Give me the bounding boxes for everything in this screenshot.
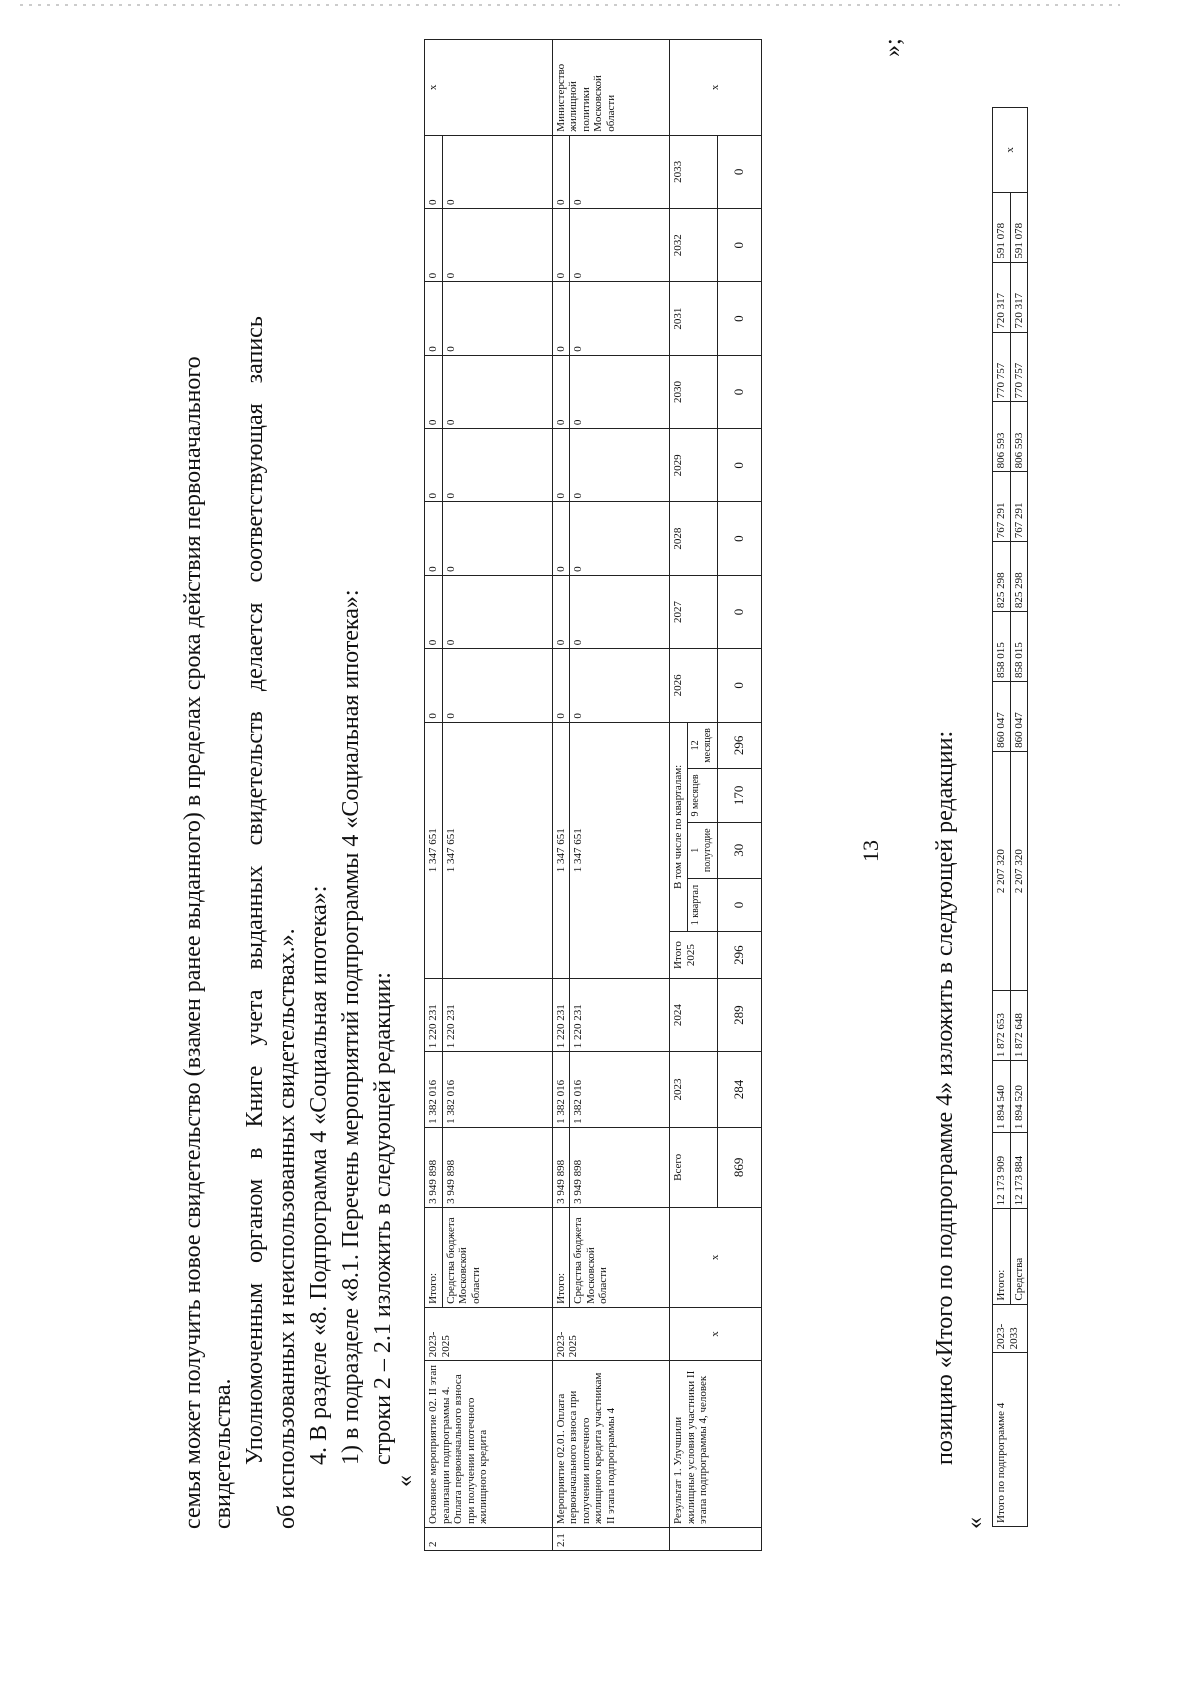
cell-value: 0	[552, 355, 570, 428]
cell-value: 0	[552, 282, 570, 355]
cell-value: 12 173 909	[993, 1133, 1011, 1209]
cell-value: 0	[425, 135, 443, 208]
cell-value: 0	[570, 355, 670, 428]
measure-name: Основное мероприятие 02. II этап реализации подпрограммы 4. Оплата первоначального взноса при получении ипотечного жилищного кредита	[425, 1361, 553, 1528]
subprogram-total-table	[992, 107, 1028, 1527]
cell-value: 0	[442, 575, 552, 648]
measure-period: 2023-2025	[552, 1307, 670, 1360]
source-label: Средства	[1010, 1209, 1028, 1304]
col-header: 2028	[670, 502, 718, 575]
cell-value: 1 220 231	[442, 978, 552, 1051]
cell-value: 767 291	[1010, 472, 1028, 542]
result-value: 0	[717, 878, 761, 931]
table-row	[425, 40, 443, 1551]
result-value: 30	[717, 822, 761, 878]
cell-value: 1 872 653	[993, 991, 1011, 1061]
paragraph-line: позицию «Итого по подпрограмме 4» изложить в следующей редакции:	[932, 730, 958, 1465]
cell-value: 591 078	[993, 192, 1011, 262]
result-value: 284	[717, 1052, 761, 1128]
cell-value: 3 949 898	[442, 1127, 552, 1207]
row-number: 2	[425, 1527, 553, 1550]
cell-value: 767 291	[993, 472, 1011, 542]
source-label: Средства бюджета Московской области	[442, 1207, 552, 1307]
cell-value: 0	[425, 282, 443, 355]
cell-value: 1 872 648	[1010, 991, 1028, 1061]
source-label: Итого:	[552, 1207, 570, 1307]
col-header: 2026	[670, 649, 718, 722]
col-header: В том числе по кварталам:	[670, 722, 688, 932]
cell-value: 591 078	[1010, 192, 1028, 262]
cell-value: 860 047	[993, 682, 1011, 752]
responsible: Министерство жилищной политики Московской области	[552, 40, 670, 136]
quote-open: «	[962, 1517, 988, 1529]
cell-value: 0	[552, 209, 570, 282]
col-header: 1 полугодие	[687, 822, 717, 878]
cell-value: 860 047	[1010, 682, 1028, 752]
cell-value: 0	[552, 429, 570, 502]
col-header: 9 месяцев	[687, 769, 717, 822]
result-value: 170	[717, 769, 761, 822]
col-header: 1 квартал	[687, 878, 717, 931]
cell-value: 0	[552, 649, 570, 722]
result-value: 296	[717, 722, 761, 769]
cell-value: 1 220 231	[570, 978, 670, 1051]
result-value: 0	[717, 209, 761, 282]
col-header: 2030	[670, 355, 718, 428]
col-header: 2033	[670, 135, 718, 208]
cell-value: 0	[570, 575, 670, 648]
section-heading: 4. В разделе «8. Подпрограмма 4 «Социальная ипотека»:	[306, 885, 332, 1465]
cell-value: 3 949 898	[570, 1127, 670, 1207]
col-header: 2023	[670, 1052, 718, 1128]
empty-cell	[670, 1527, 762, 1550]
cell-value: 1 347 651	[442, 722, 552, 978]
cell-value: 1 382 016	[442, 1052, 552, 1128]
result-value: 0	[717, 429, 761, 502]
col-header: Всего	[670, 1127, 718, 1207]
result-cross: х	[670, 1307, 762, 1360]
cell-value: 0	[442, 355, 552, 428]
result-cross: х	[670, 1207, 762, 1307]
row-number: 2.1	[552, 1527, 670, 1550]
cell-value: 0	[570, 649, 670, 722]
source-label: Итого:	[425, 1207, 443, 1307]
total-name: Итого по подпрограмме 4	[993, 1353, 1028, 1527]
cell-value: 1 382 016	[425, 1052, 443, 1128]
cell-value: 12 173 884	[1010, 1133, 1028, 1209]
cell-value: 1 347 651	[552, 722, 570, 978]
cell-value: 0	[442, 135, 552, 208]
responsible: х	[993, 108, 1028, 193]
cell-value: 806 593	[993, 402, 1011, 472]
cell-value: 1 220 231	[425, 978, 443, 1051]
result-value: 0	[717, 135, 761, 208]
col-header: 2032	[670, 209, 718, 282]
result-value: 0	[717, 575, 761, 648]
source-label: Средства бюджета Московской области	[570, 1207, 670, 1307]
result-name: Результат 1. Улучшили жилищные условия участники II этапа подпрограммы 4, человек	[670, 1361, 762, 1528]
cell-value: 0	[425, 649, 443, 722]
cell-value: 0	[552, 135, 570, 208]
cell-value: 0	[425, 502, 443, 575]
cell-value: 0	[442, 209, 552, 282]
cell-value: 1 347 651	[425, 722, 443, 978]
cell-value: 0	[442, 502, 552, 575]
quote-open: «	[392, 1475, 418, 1487]
cell-value: 0	[570, 282, 670, 355]
col-header: Итого 2025	[670, 932, 718, 979]
responsible: х	[425, 40, 553, 136]
result-value: 0	[717, 502, 761, 575]
cell-value: 858 015	[993, 612, 1011, 682]
result-cross: х	[670, 40, 762, 136]
paragraph-line: об использованных и неиспользованных свидетельствах.».	[274, 928, 300, 1529]
cell-value: 0	[442, 282, 552, 355]
cell-value: 1 382 016	[570, 1052, 670, 1128]
cell-value: 720 317	[993, 262, 1011, 332]
paragraph-line: 1) в подразделе «8.1. Перечень мероприятий подпрограммы 4 «Социальная ипотека»:	[338, 589, 364, 1465]
col-header: 2027	[670, 575, 718, 648]
cell-value: 0	[425, 209, 443, 282]
quote-close: »;	[880, 38, 906, 57]
cell-value: 825 298	[1010, 542, 1028, 612]
cell-value: 806 593	[1010, 402, 1028, 472]
cell-value: 1 894 520	[1010, 1061, 1028, 1133]
cell-value: 0	[442, 429, 552, 502]
result-value: 869	[717, 1127, 761, 1207]
cell-value: 0	[442, 649, 552, 722]
result-value: 289	[717, 978, 761, 1051]
cell-value: 825 298	[993, 542, 1011, 612]
total-period: 2023-2033	[993, 1304, 1028, 1353]
col-header: 2024	[670, 978, 718, 1051]
cell-value: 1 894 540	[993, 1061, 1011, 1133]
table-row	[993, 108, 1011, 1527]
table-row	[670, 40, 688, 1551]
cell-value: 858 015	[1010, 612, 1028, 682]
paragraph-line: строки 2 – 2.1 изложить в следующей редакции:	[370, 972, 396, 1465]
cell-value: 0	[425, 575, 443, 648]
cell-value: 0	[552, 502, 570, 575]
result-value: 0	[717, 282, 761, 355]
cell-value: 1 220 231	[552, 978, 570, 1051]
cell-value: 0	[425, 429, 443, 502]
result-value: 296	[717, 932, 761, 979]
cell-value: 0	[570, 135, 670, 208]
col-header: 12 месяцев	[687, 722, 717, 769]
cell-value: 770 757	[1010, 332, 1028, 402]
paragraph-line: свидетельства.	[210, 1378, 236, 1529]
cell-value: 770 757	[993, 332, 1011, 402]
measure-name: Мероприятие 02.01. Оплата первоначального взноса при получении ипотечного жилищного кредита участникам II этапа подпрограммы 4	[552, 1361, 670, 1528]
cell-value: 2 207 320	[993, 751, 1011, 990]
col-header: 2031	[670, 282, 718, 355]
table-row	[552, 40, 570, 1551]
cell-value: 0	[570, 502, 670, 575]
col-header: 2029	[670, 429, 718, 502]
cell-value: 0	[570, 429, 670, 502]
source-label: Итого:	[993, 1209, 1011, 1304]
cell-value: 0	[425, 355, 443, 428]
cell-value: 2 207 320	[1010, 751, 1028, 990]
measures-table	[424, 39, 762, 1551]
cell-value: 0	[552, 575, 570, 648]
cell-value: 720 317	[1010, 262, 1028, 332]
cell-value: 0	[570, 209, 670, 282]
measure-period: 2023-2025	[425, 1307, 553, 1360]
paragraph-line: Уполномоченным органом в Книге учета выданных свидетельств делается соответствующая запись	[242, 316, 268, 1465]
result-value: 0	[717, 649, 761, 722]
cell-value: 1 347 651	[570, 722, 670, 978]
result-value: 0	[717, 355, 761, 428]
paragraph-line: семья может получить новое свидетельство (взамен ранее выданного) в пределах срока действия первоначального	[180, 356, 206, 1529]
cell-value: 1 382 016	[552, 1052, 570, 1128]
cell-value: 3 949 898	[552, 1127, 570, 1207]
cell-value: 3 949 898	[425, 1127, 443, 1207]
page-number: 13	[858, 840, 883, 862]
